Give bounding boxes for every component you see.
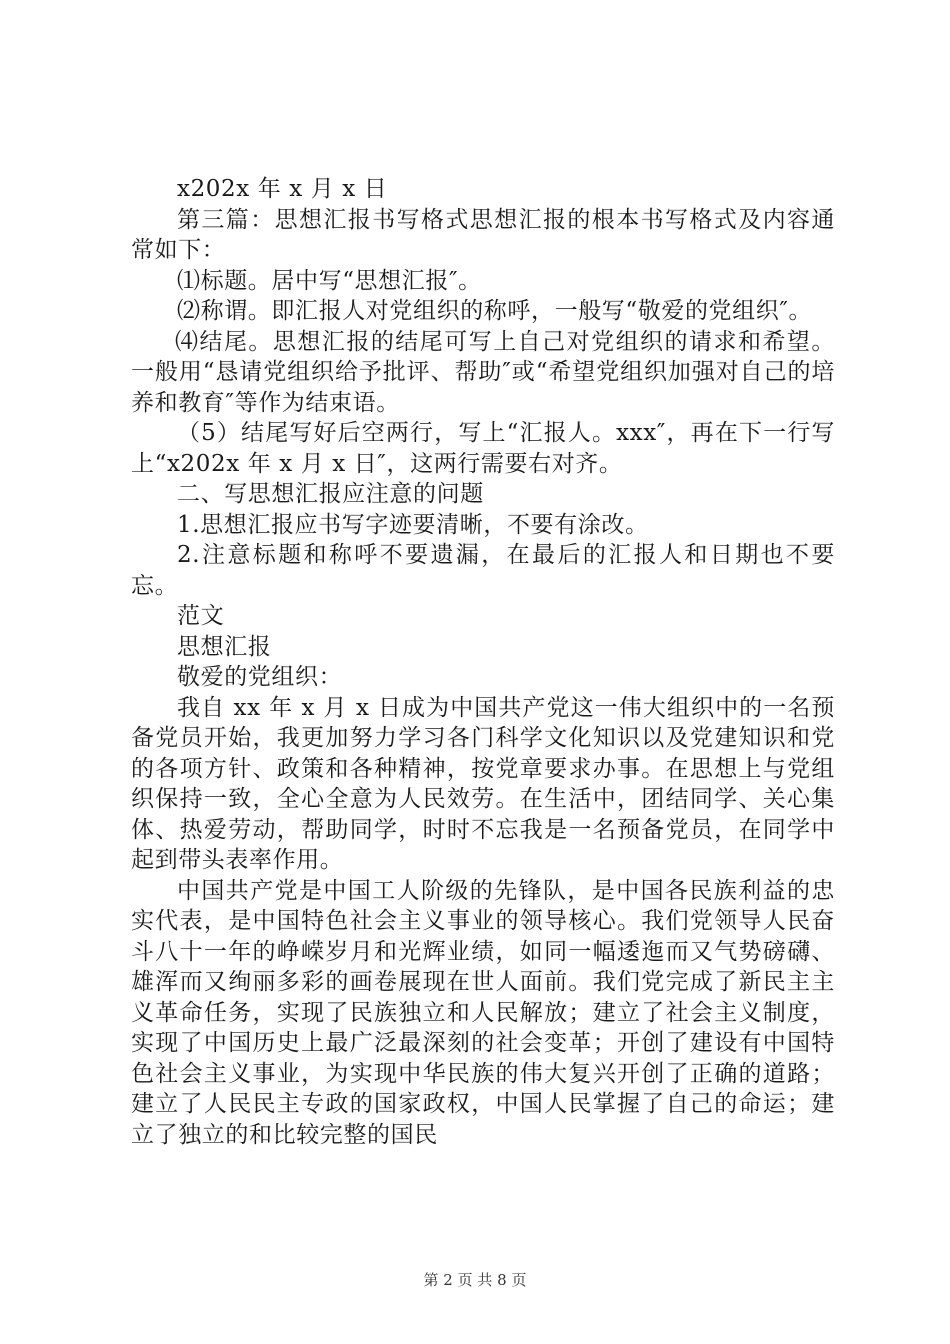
section-heading: 第三篇：思想汇报书写格式思想汇报的根本书写格式及内容通常如下： <box>131 206 835 263</box>
sample-paragraph-1: 我自 xx 年 x 月 x 日成为中国共产党这一伟大组织中的一名预备党员开始，我更加努力学习各门科学文化知识以及党建知识和党的各项方针、政策和各种精神，按党章要求办事。在思想上与党组织保持一致，全心全意为人民效劳。在生活中，团结同学、关心集体、热爱劳动，帮助同学，时时不忘我是一名预备党员，在同学中起到带头表率作用。 <box>131 694 835 873</box>
sample-salutation: 敬爱的党组织： <box>177 664 343 690</box>
format-item-ending: ⑷结尾。思想汇报的结尾可写上自己对党组织的请求和希望。一般用“恳请党组织给予批评、帮助″或“希望党组织加强对自己的培养和教育″等作为结束语。 <box>131 328 835 416</box>
date-line: x202x 年 x 月 x 日 <box>177 176 388 202</box>
note-item-2: 2.注意标题和称呼不要遗漏，在最后的汇报人和日期也不要忘。 <box>131 542 835 599</box>
format-item-salutation: ⑵称谓。即汇报人对党组织的称呼，一般写“敬爱的党组织″。 <box>177 298 813 324</box>
sample-paragraph-2: 中国共产党是中国工人阶级的先锋队，是中国各民族利益的忠实代表，是中国特色社会主义事业的领导核心。我们党领导人民奋斗八十一年的峥嵘岁月和光辉业绩，如同一幅逶迤而又气势磅礴、雄浑而又绚丽多彩的画卷展现在世人面前。我们党完成了新民主主义革命任务，实现了民族独立和人民解放；建立了社会主义制度，实现了中国历史上最广泛最深刻的社会变革；开创了建设有中国特色社会主义事业，为实现中华民族的伟大复兴开创了正确的道路；建立了人民民主专政的国家政权，中国人民掌握了自己的命运；建立了独立的和比较完整的国民 <box>131 877 835 1148</box>
page-number: 第 2 页 共 8 页 <box>423 1271 527 1289</box>
sample-label: 范文 <box>177 603 225 629</box>
format-item-title: ⑴标题。居中写“思想汇报″。 <box>177 267 482 294</box>
sample-title: 思想汇报 <box>177 633 272 660</box>
note-item-1: 1.思想汇报应书写字迹要清晰，不要有涂改。 <box>177 511 649 538</box>
notes-heading: 二、写思想汇报应注意的问题 <box>177 481 484 507</box>
document-body <box>131 174 835 1150</box>
format-item-signature: （5）结尾写好后空两行，写上“汇报人。xxx″，再在下一行写上“x202x 年 x 月 x 日″，这两行需要右对齐。 <box>131 420 835 477</box>
